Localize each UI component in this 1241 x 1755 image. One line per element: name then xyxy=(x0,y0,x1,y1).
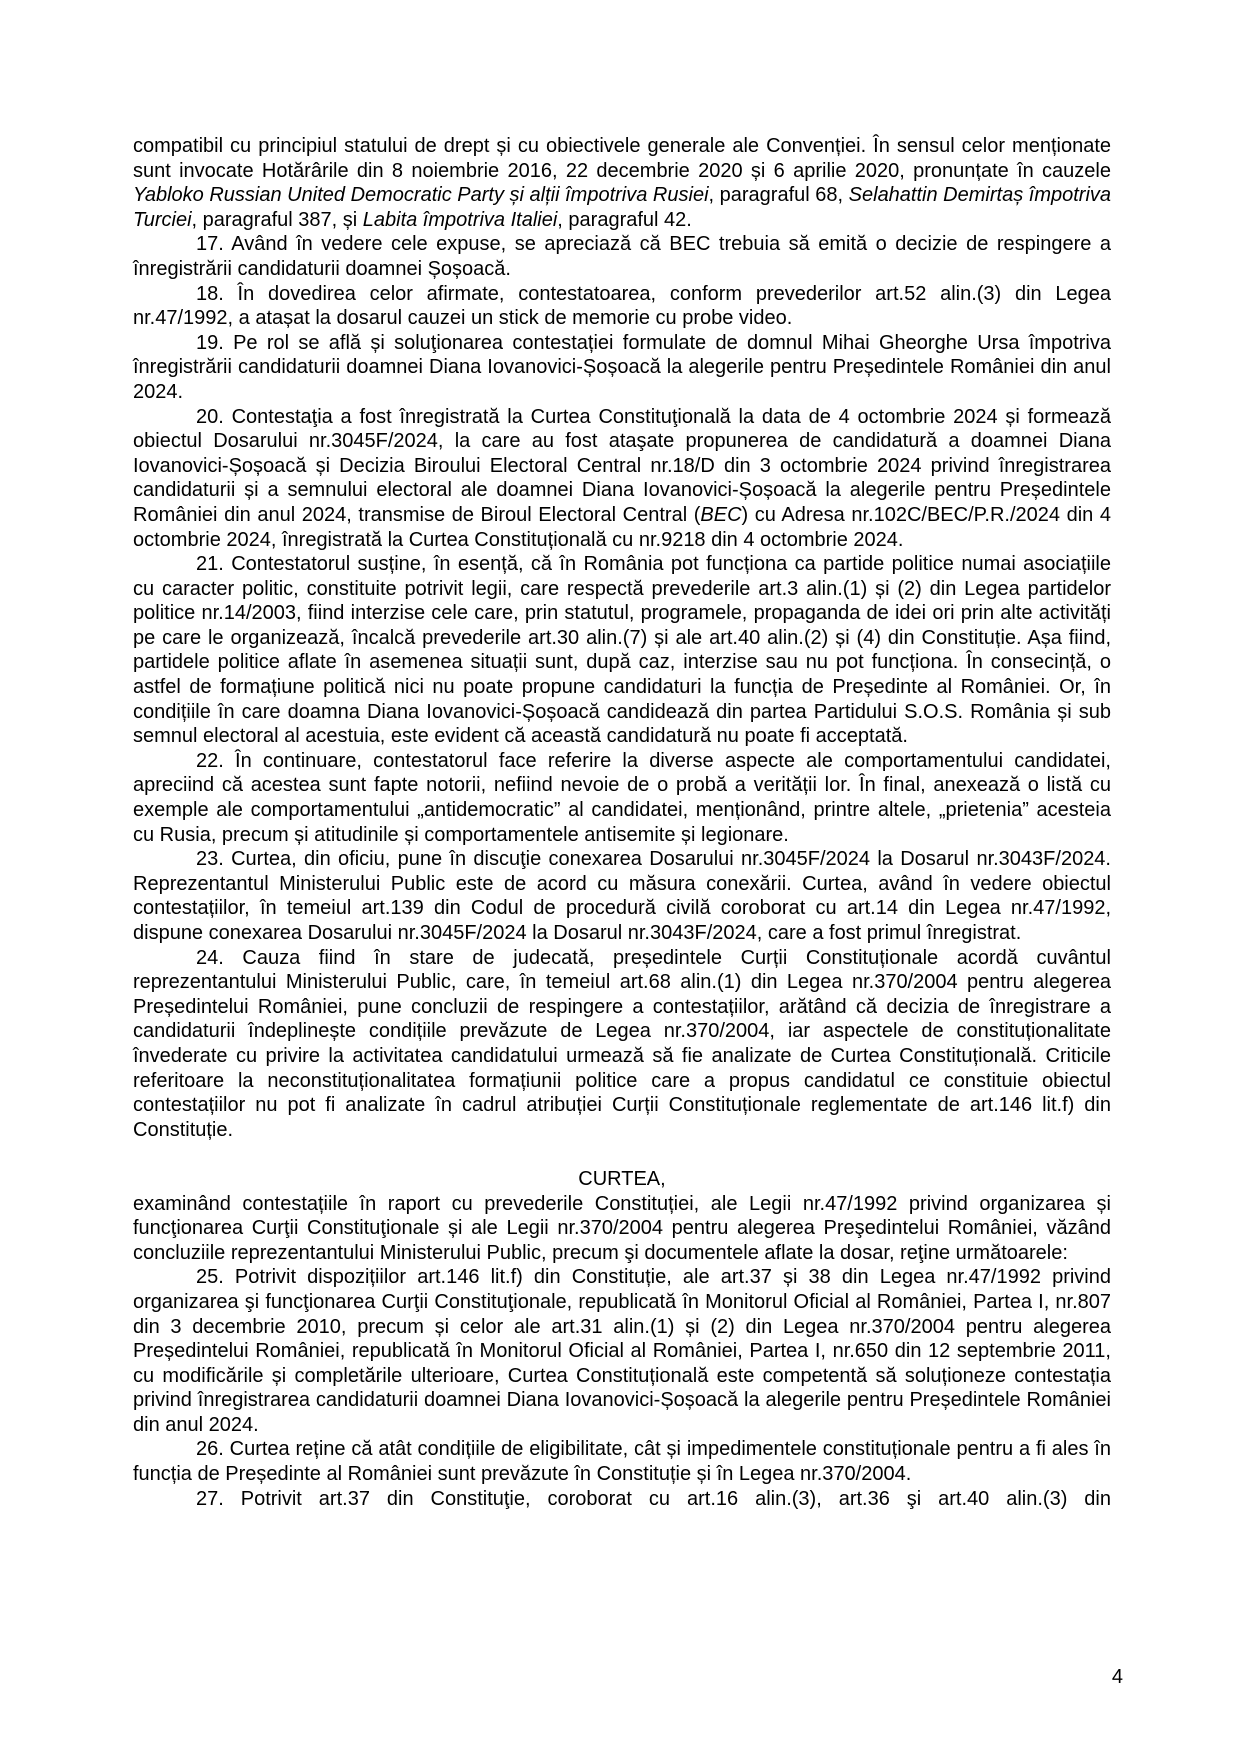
paragraph-18 xyxy=(133,282,1111,331)
paragraph-24-text-run: 24. Cauza fiind în stare de judecată, președintele Curții Constituționale acordă cuvântul reprezentantului Ministerului Public, care, în temeiul art.68 alin.(1) din Legea nr.370/2004 pentru alegerea Președintelui României, pune concluzii de respingere a contestațiilor, arătând că decizia de înregistrare a candidaturii îndeplinește condițiile prevăzute de Legea nr.370/2004, iar aspectele de constituționalitate învederate cu privire la activitatea candidatului urmează să fie analizate de Curtea Constituțională. Criticile referitoare la neconstituționalitatea formațiunii politice care a propus candidatul ce constituie obiectul contestațiilor nu pot fi analizate în cadrul atribuției Curții Constituționale reglementate de art.146 lit.f) din Constituție. xyxy=(133,946,1111,1141)
paragraph-examinand-text-run: examinând contestațiile în raport cu prevederile Constituției, ale Legii nr.47/1992 privind organizarea și funcţionarea Curţii Constituţionale și ale Legii nr.370/2004 pentru alegerea Preşedintelui României, văzând concluziile reprezentantului Ministerului Public, precum şi documentele aflate la dosar, reţine următoarele: xyxy=(133,1192,1111,1264)
paragraph-16-continuation xyxy=(133,134,1111,232)
paragraph-21 xyxy=(133,552,1111,749)
paragraph-22-text-run: 22. În continuare, contestatorul face referire la diverse aspecte ale comportamentului candidatei, apreciind că acestea sunt fapte notorii, nefiind nevoie de o probă a verității lor. În final, anexează o listă cu exemple ale comportamentului „antidemocratic” al candidatei, menționând, printre altele, „prietenia” acesteia cu Rusia, precum și atitudinile și comportamentele antisemite și legionare. xyxy=(133,749,1111,846)
paragraph-27-text-run: 27. Potrivit art.37 din Constituţie, coroborat cu art.16 alin.(3), art.36 şi art.40 alin.(3) din xyxy=(196,1487,1111,1510)
paragraph-22 xyxy=(133,749,1111,847)
paragraph-20-text-run: 20. Contestaţia a fost înregistrată la Curtea Constituţională la data de 4 octombrie 2024 și formează obiectul Dosarului nr.3045F/2024, la care au fost ataşate propunerea de candidatură a doamnei Diana Iovanovici-Șoșoacă și Decizia Biroului Electoral Central nr.18/D din 3 octombrie 2024 privind înregistrarea candidaturii și a semnului electoral ale doamnei Diana Iovanovici-Șoșoacă la alegerile pentru Președintele României din anul 2024, transmise de Biroul Electoral Central ( xyxy=(133,405,1111,526)
paragraph-16-continuation-text-run: compatibil cu principiul statului de drept și cu obiectivele generale ale Convenției. În sensul celor menționate sunt invocate Hotărârile din 8 noiembrie 2016, 22 decembrie 2020 și 6 aprilie 2020, pronunțate în cauzele xyxy=(133,135,1111,182)
document-body xyxy=(133,134,1111,1511)
paragraph-27 xyxy=(133,1487,1111,1512)
paragraph-16-continuation-italic-run: Yabloko Russian United Democratic Party și alții împotriva Rusiei xyxy=(133,184,709,207)
paragraph-16-continuation-text-run: , paragraful 387, și xyxy=(191,208,363,231)
heading-curtea xyxy=(133,1167,1111,1192)
paragraph-20 xyxy=(133,405,1111,553)
paragraph-17 xyxy=(133,232,1111,281)
paragraph-16-continuation-italic-run: Selahattin Demirtaș împotriva Turciei xyxy=(133,184,1112,231)
paragraph-25-text-run: 25. Potrivit dispozițiilor art.146 lit.f) din Constituție, ale art.37 și 38 din Legea nr.47/1992 privind organizarea şi funcţionarea Curţii Constituţionale, republicată în Monitorul Oficial al României, Partea I, nr.807 din 3 decembrie 2010, precum și celor ale art.31 alin.(1) și (2) din Legea nr.370/2004 pentru alegerea Președintelui României, republicată în Monitorul Oficial al României, Partea I, nr.650 din 12 septembrie 2011, cu modificările și completările ulterioare, Curtea Constituțională este competentă să soluționeze contestația privind înregistrarea candidaturii doamnei Diana Iovanovici-Șoșoacă la alegerile pentru Președintele României din anul 2024. xyxy=(133,1266,1111,1436)
paragraph-20-italic-run: BEC xyxy=(700,503,742,526)
paragraph-24 xyxy=(133,946,1111,1143)
paragraph-16-continuation-text-run: , paragraful 68, xyxy=(708,184,849,207)
paragraph-17-text-run: 17. Având în vedere cele expuse, se apreciază că BEC trebuia să emită o decizie de respingere a înregistrării candidaturii doamnei Șoșoacă. xyxy=(133,233,1111,280)
paragraph-18-text-run: 18. În dovedirea celor afirmate, contestatoarea, conform prevederilor art.52 alin.(3) din Legea nr.47/1992, a atașat la dosarul cauzei un stick de memorie cu probe video. xyxy=(133,282,1111,330)
paragraph-19 xyxy=(133,331,1111,405)
heading-curtea-text-run: CURTEA, xyxy=(578,1167,666,1190)
paragraph-20-text-run: ) cu Adresa nr.102C/BEC/P.R./2024 din 4 octombrie 2024, înregistrată la Curtea Constituțională cu nr.9218 din 4 octombrie 2024. xyxy=(133,503,1111,551)
paragraph-16-continuation-text-run: , paragraful 42. xyxy=(557,208,692,231)
page-number: 4 xyxy=(1111,1666,1123,1688)
paragraph-19-text-run: 19. Pe rol se află și soluţionarea contestației formulate de domnul Mihai Gheorghe Ursa împotriva înregistrării candidaturii doamnei Diana Iovanovici-Șoșoacă la alegerile pentru Președintele României din anul 2024. xyxy=(133,331,1111,403)
paragraph-23 xyxy=(133,847,1111,945)
paragraph-26 xyxy=(133,1437,1111,1486)
paragraph-16-continuation-italic-run: Labita împotriva Italiei xyxy=(362,208,558,231)
paragraph-25 xyxy=(133,1265,1111,1437)
paragraph-23-text-run: 23. Curtea, din oficiu, pune în discuţie conexarea Dosarului nr.3045F/2024 la Dosarul nr.3043F/2024. Reprezentantul Ministerului Public este de acord cu măsura conexării. Curtea, având în vedere obiectul contestațiilor, în temeiul art.139 din Codul de procedură civilă coroborat cu art.14 din Legea nr.47/1992, dispune conexarea Dosarului nr.3045F/2024 la Dosarul nr.3043F/2024, care a fost primul înregistrat. xyxy=(133,848,1111,944)
paragraph-26-text-run: 26. Curtea reține că atât condițiile de eligibilitate, cât și impedimentele constituționale pentru a fi ales în funcția de Președinte al României sunt prevăzute în Constituție și în Legea nr.370/2004. xyxy=(133,1438,1111,1486)
paragraph-21-text-run: 21. Contestatorul susține, în esență, că în România pot funcționa ca partide politice numai asociațiile cu caracter politic, constituite potrivit legii, care respectă prevederile art.3 alin.(1) și (2) din Legea partidelor politice nr.14/2003, fiind interzise cele care, prin statutul, programele, propaganda de idei ori prin alte activități pe care le organizează, încalcă prevederile art.30 alin.(7) și ale art.40 alin.(2) și (4) din Constituție. Așa fiind, partidele politice aflate în asemenea situații sunt, după caz, interzise sau nu pot funcționa. În consecință, o astfel de formațiune politică nici nu poate propune candidaturi la funcția de Președinte al României. Or, în condițiile în care doamna Diana Iovanovici-Șoșoacă candidează din partea Partidului S.O.S. România și sub semnul electoral al acestuia, este evident că această candidatură nu poate fi acceptată. xyxy=(133,553,1111,748)
paragraph-examinand xyxy=(133,1192,1111,1266)
